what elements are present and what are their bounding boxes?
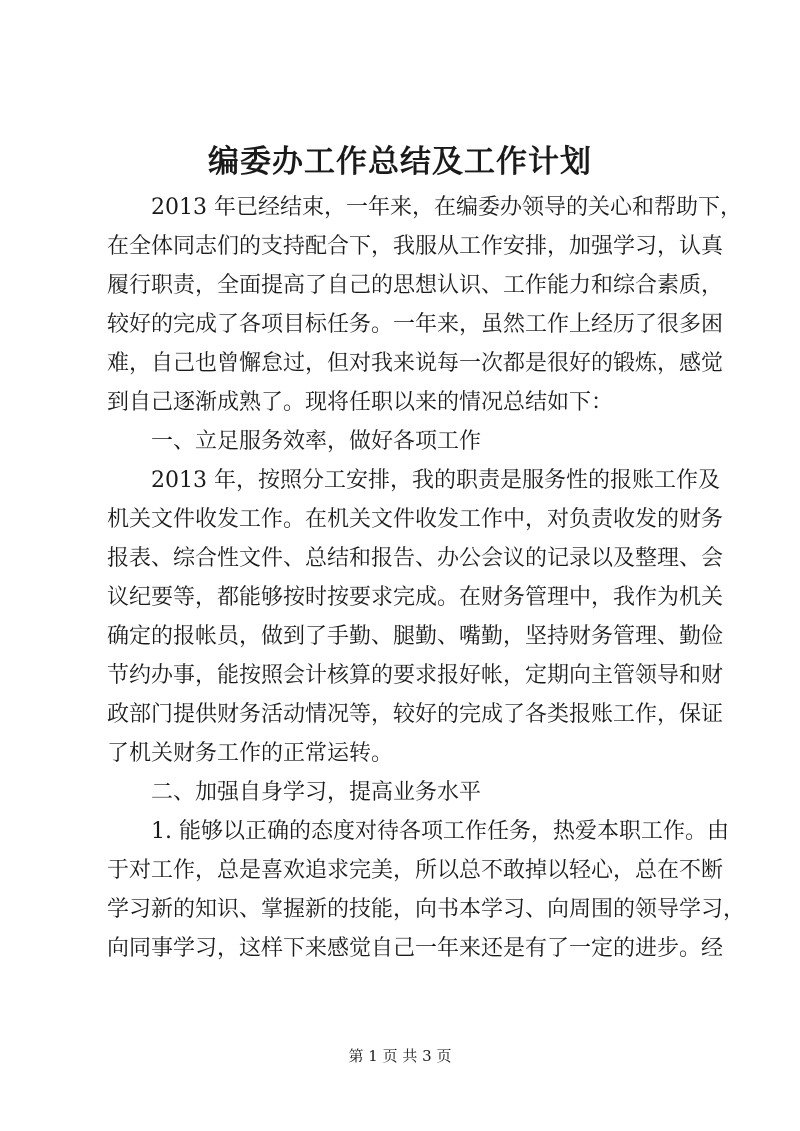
body-line: 节约办事，能按照会计核算的要求报好帐，定期向主管领导和财 bbox=[107, 663, 724, 688]
section-heading: 二、加强自身学习，提高业务水平 bbox=[151, 780, 482, 805]
body-line: 确定的报帐员，做到了手勤、腿勤、嘴勤，坚持财务管理、勤俭 bbox=[107, 624, 724, 649]
body-line: 政部门提供财务活动情况等，较好的完成了各类报账工作，保证 bbox=[107, 702, 724, 727]
body-line: 报表、综合性文件、总结和报告、办公会议的记录以及整理、会 bbox=[107, 546, 724, 571]
body-line: 了机关财务工作的正常运转。 bbox=[107, 741, 394, 766]
body-line: 在全体同志们的支持配合下，我服从工作安排，加强学习，认真 bbox=[107, 234, 724, 259]
body-line: 到自己逐渐成熟了。现将任职以来的情况总结如下： bbox=[107, 390, 614, 415]
body-line: 学习新的知识、掌握新的技能，向书本学习、向周围的领导学习， bbox=[107, 897, 746, 922]
body-line: 向同事学习，这样下来感觉自己一年来还是有了一定的进步。经 bbox=[107, 936, 724, 961]
body-line: 机关文件收发工作。在机关文件收发工作中，对负责收发的财务 bbox=[107, 507, 724, 532]
document-body bbox=[107, 188, 746, 968]
document-title: 编委办工作总结及工作计划 bbox=[208, 144, 592, 180]
body-line: 1. 能够以正确的态度对待各项工作任务，热爱本职工作。由 bbox=[151, 819, 729, 844]
body-line: 较好的完成了各项目标任务。一年来，虽然工作上经历了很多困 bbox=[107, 312, 724, 337]
body-line: 2013 年，按照分工安排，我的职责是服务性的报账工作及 bbox=[151, 468, 720, 493]
body-line: 难，自己也曾懈怠过，但对我来说每一次都是很好的锻炼，感觉 bbox=[107, 351, 724, 376]
page-footer: 第 1 页 共 3 页 bbox=[348, 1047, 452, 1065]
body-line: 2013 年已经结束，一年来，在编委办领导的关心和帮助下， bbox=[151, 195, 742, 220]
body-line: 履行职责，全面提高了自己的思想认识、工作能力和综合素质， bbox=[107, 273, 724, 298]
body-line: 于对工作，总是喜欢追求完美，所以总不敢掉以轻心，总在不断 bbox=[107, 858, 724, 883]
section-heading: 一、立足服务效率，做好各项工作 bbox=[151, 429, 482, 454]
body-line: 议纪要等，都能够按时按要求完成。在财务管理中，我作为机关 bbox=[107, 585, 724, 610]
